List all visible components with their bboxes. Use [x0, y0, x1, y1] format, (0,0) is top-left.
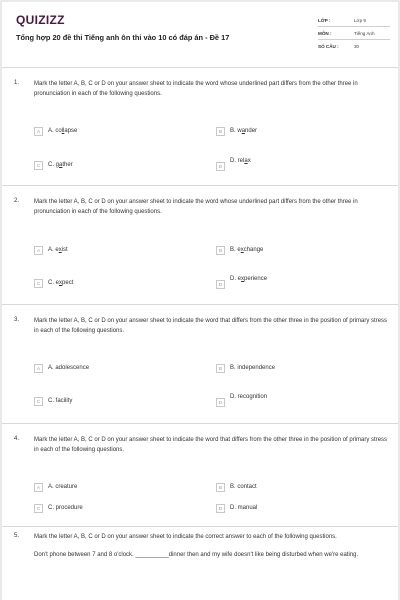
info-row-question-count [318, 40, 390, 53]
option-letter-box: A [34, 127, 43, 136]
option-c[interactable] [34, 396, 72, 406]
page-title: Tổng hợp 20 đề thi Tiếng anh ôn thi vào 10 có đáp án - Đề 17 [16, 33, 230, 42]
option-text: A. collapse [48, 128, 78, 134]
option-text: C. gather [48, 162, 73, 168]
option-b[interactable] [216, 245, 263, 255]
option-letter-box: D [216, 280, 225, 289]
option-letter-box: B [216, 127, 225, 136]
option-text: C. expect [48, 280, 74, 286]
info-label: MÔN : [318, 30, 332, 36]
question-text: Mark the letter A, B, C or D on your answer sheet to indicate the correct answer to each of the following questions. [34, 534, 337, 540]
option-letter-box: D [216, 504, 225, 513]
option-letter-box: D [216, 162, 225, 171]
question-text: Mark the letter A, B, C or D on your answer sheet to indicate the word that differs from the other three in the position of primary stress in each of the following questions. [34, 318, 388, 334]
option-b[interactable] [216, 126, 257, 136]
info-label: SỐ CÂU : [318, 44, 339, 49]
option-letter-box: A [34, 483, 43, 492]
option-text: B. independence [230, 365, 276, 371]
info-box [318, 14, 390, 53]
option-text: C. procedure [48, 505, 83, 511]
option-letter-box: A [34, 364, 43, 373]
option-b[interactable] [216, 363, 275, 373]
info-value: Tiếng Anh [354, 30, 375, 36]
option-text: C. facility [48, 398, 73, 404]
question-divider [2, 423, 398, 424]
question-divider [2, 185, 398, 186]
option-a[interactable] [34, 482, 77, 492]
option-text: D. experience [230, 276, 268, 282]
option-text: B. contact [230, 484, 257, 490]
option-text: A. exist [48, 247, 68, 253]
option-text: A. adolescence [48, 365, 90, 371]
option-letter-box: A [34, 246, 43, 255]
option-d[interactable] [216, 158, 251, 172]
option-c[interactable] [34, 503, 83, 513]
info-value: 30 [354, 44, 360, 49]
option-letter-box: B [216, 364, 225, 373]
question-number: 3. [14, 317, 20, 323]
info-row-subject [318, 27, 390, 40]
info-label: LỚP : [318, 17, 331, 23]
option-d[interactable] [216, 394, 267, 408]
option-letter-box: C [34, 279, 43, 288]
question-divider [2, 526, 398, 527]
option-b[interactable] [216, 482, 257, 492]
info-value: Lớp 9 [354, 17, 366, 23]
option-d[interactable] [216, 503, 257, 513]
option-text: B. exchange [230, 247, 264, 253]
option-c[interactable] [34, 278, 73, 288]
option-text: D. relax [230, 158, 251, 164]
question-divider [2, 304, 398, 305]
quizizz-logo: QUIZIZZ [16, 13, 65, 27]
question-text: Mark the letter A, B, C or D on your answer sheet to indicate the word that differs from the other three in the position of primary stress in each of the following questions. [34, 437, 388, 453]
option-a[interactable] [34, 363, 89, 373]
question-number: 2. [14, 198, 20, 204]
question-text: Mark the letter A, B, C or D on your answer sheet to indicate the word whose underlined part differs from the other three in pronunciation in each of the following questions. [34, 199, 358, 215]
question-number: 4. [14, 436, 20, 442]
option-a[interactable] [34, 245, 68, 255]
question-sentence: Don't phone between 7 and 8 o'clock. __________dinner then and my wife doesn't like being disturbed when we're eating. [34, 552, 359, 558]
option-a[interactable] [34, 126, 77, 136]
option-d[interactable] [216, 276, 267, 290]
question-number: 5. [14, 533, 20, 539]
question-text: Mark the letter A, B, C or D on your answer sheet to indicate the word whose underlined part differs from the other three in pronunciation in each of the following questions. [34, 81, 358, 97]
option-letter-box: C [34, 504, 43, 513]
option-letter-box: C [34, 397, 43, 406]
option-text: D. recognition [230, 394, 268, 400]
option-text: A. creature [48, 484, 78, 490]
option-letter-box: B [216, 483, 225, 492]
option-text: B. wander [230, 128, 258, 134]
question-number: 1. [14, 80, 20, 86]
option-text: D. manual [230, 505, 258, 511]
option-letter-box: B [216, 246, 225, 255]
option-c[interactable] [34, 160, 73, 170]
info-row-grade [318, 14, 390, 27]
option-letter-box: C [34, 161, 43, 170]
worksheet-header [2, 2, 398, 68]
worksheet-page [2, 2, 398, 600]
option-letter-box: D [216, 398, 225, 407]
